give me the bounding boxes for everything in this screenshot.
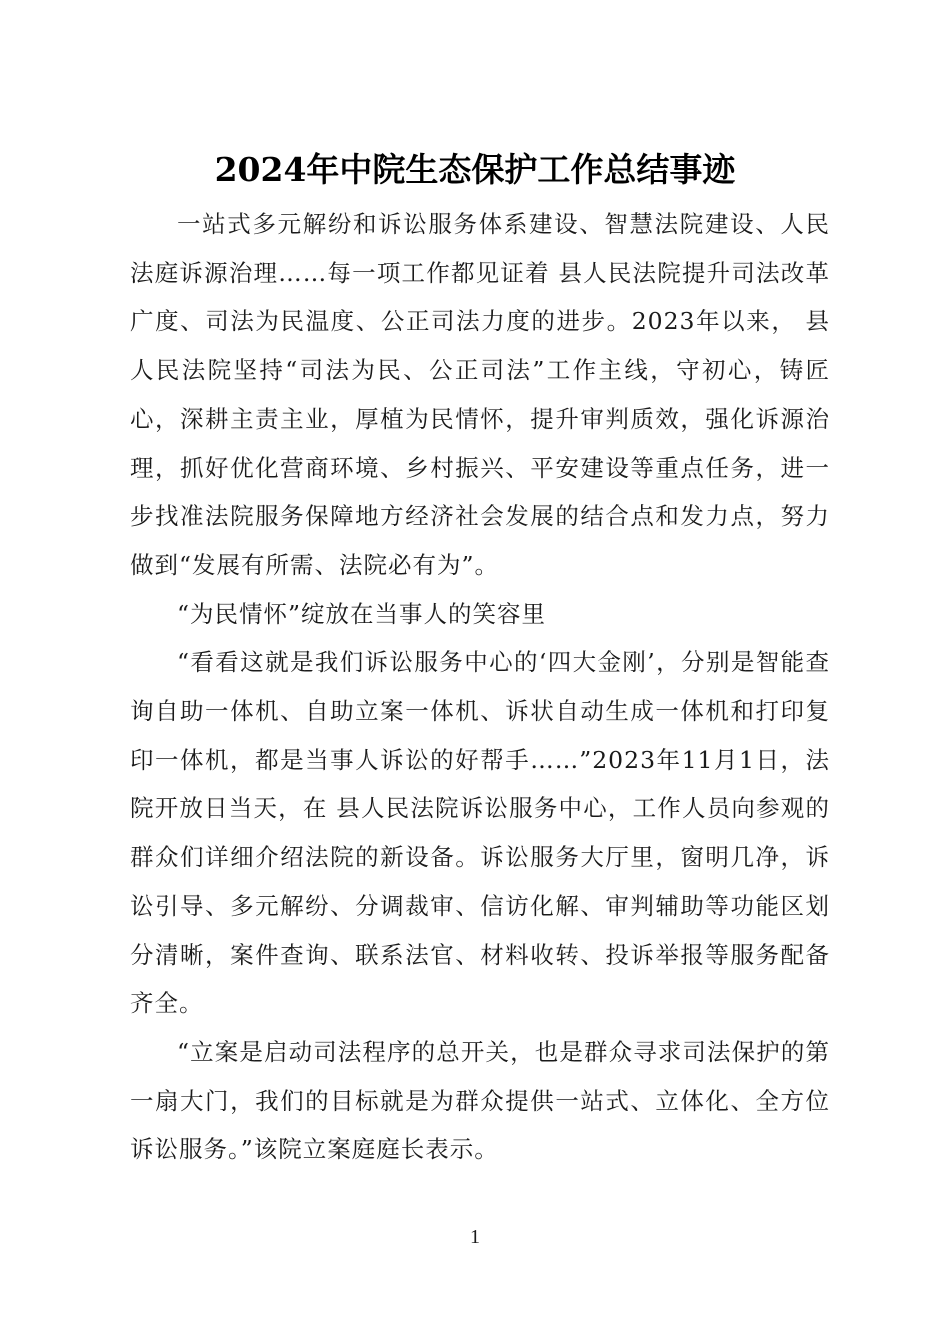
document-body [130, 200, 830, 1174]
section-heading: “为民情怀”绽放在当事人的笑容里 [177, 599, 547, 628]
document-title: 2024年中院生态保护工作总结事迹 [214, 150, 736, 189]
paragraph-filing-quote: “立案是启动司法程序的总开关，也是群众寻求司法保护的第一扇大门，我们的目标就是为群众提供一站式、立体化、全方位诉讼服务。”该院立案庭庭长表示。 [130, 1037, 830, 1164]
paragraph-service-center: “看看这就是我们诉讼服务中心的‘四大金刚’，分别是智能查询自助一体机、自助立案一体机、诉状自动生成一体机和打印复印一体机，都是当事人诉讼的好帮手……”2023年11月1日，法院开放日当天，在 县人民法院诉讼服务中心，工作人员向参观的群众们详细介绍法院的新设备。诉讼服务大厅里，窗明几净，诉讼引导、多元解纷、分调裁审、信访化解、审判辅助等功能区划分清晰，案件查询、联系法官、材料收转、投诉举报等服务配备齐全。 [130, 648, 830, 1018]
paragraph-intro: 一站式多元解纷和诉讼服务体系建设、智慧法院建设、人民法庭诉源治理……每一项工作都见证着 县人民法院提升司法改革广度、司法为民温度、公正司法力度的进步。2023年以来， 县人民法院坚持“司法为民、公正司法”工作主线，守初心，铸匠心，深耕主责主业，厚植为民情怀，提升审判质效，强化诉源治理，抓好优化营商环境、乡村振兴、平安建设等重点任务，进一步找准法院服务保障地方经济社会发展的结合点和发力点，努力做到“发展有所需、法院必有为”。 [130, 210, 830, 579]
page-number: 1 [470, 1226, 480, 1248]
